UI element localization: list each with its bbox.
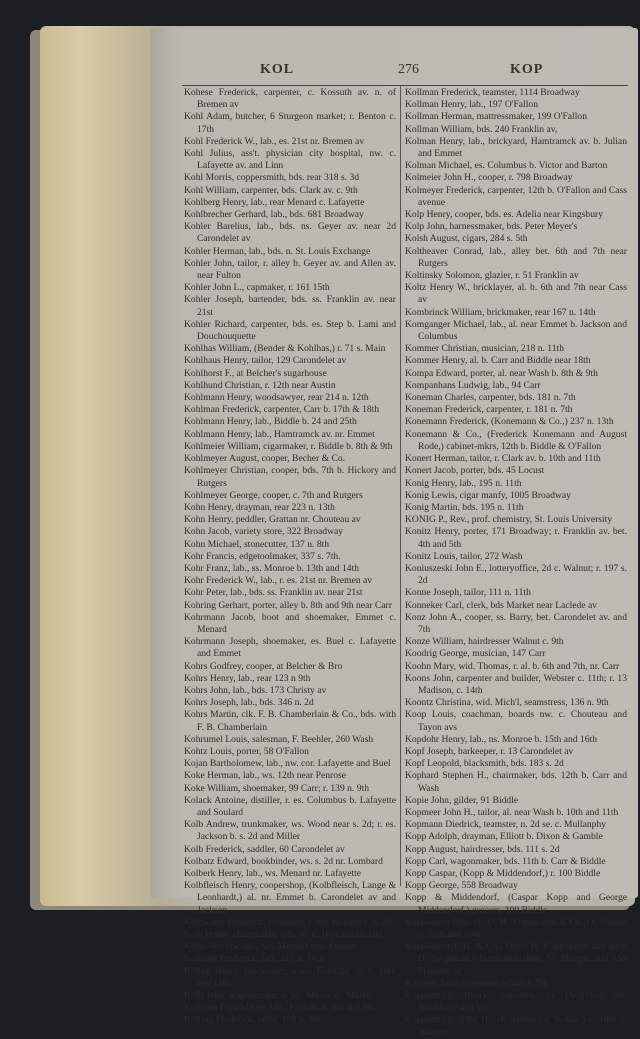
- directory-entry: Kohlmeier William, cigarmaker, r. Biddle b. 8th & 9th: [184, 440, 393, 452]
- directory-entry: Kohrs Martin, clk. F. B. Chamberlain & Co., bds. with F. B. Chamberlain: [184, 709, 396, 733]
- directory-entry: Konig Lewis, cigar manfy, 1005 Broadway: [405, 489, 571, 501]
- directory-entry: Kollman Frederick, teamster, 1114 Broadway: [405, 87, 580, 98]
- directory-entry: Koltz Henry W., bricklayer, al. b. 6th and 7th near Cass av: [405, 282, 627, 306]
- directory-entry: Konitz Henry, porter, 171 Broadway; r. Franklin av. bet. 4th and 5th: [405, 526, 627, 550]
- directory-entry: Kollman Henry, lab., 197 O'Fallon: [405, 99, 539, 111]
- directory-entry: Kohtz Louis, porter, 58 O'Fallon: [184, 745, 309, 757]
- directory-entry: Kohrs Joseph, lab., bds. 346 n. 2d: [184, 697, 314, 709]
- directory-entry: Kohrs Henry, lab., rear 123 n 9th: [184, 672, 311, 684]
- directory-entry: KONIG P., Rev., prof. chemistry, St. Louis University: [405, 514, 613, 526]
- directory-entry: Kolberk Henry, lab., ws. Menard nr. Lafayette: [184, 868, 362, 879]
- directory-entry: Konert Jacob, porter, bds. 45 Locust: [405, 465, 545, 477]
- directory-entry: Kohn Jacob, variety store, 322 Broadway: [184, 526, 344, 538]
- directory-entry: Kopie John, gilder, 91 Biddle: [405, 794, 519, 806]
- directory-entry: Kohl Julius, ass't. physician city hospital, nw. c. Lafayette av. and Linn: [184, 148, 396, 172]
- directory-entry: Kohese Frederick, carpenter, c. Kossuth av. n. of Bremen av: [184, 87, 396, 111]
- directory-entry: Kohl Frederick W., lab., es. 21st nr. Bremen av: [184, 135, 365, 147]
- directory-entry: Kohr Peter, lab., bds. ss. Franklin av. near 21st: [184, 587, 363, 599]
- directory-entry: Kohler Herman, lab., bds. n. St. Louis Exchange: [184, 245, 371, 257]
- directory-entry: Kohrmann Joseph, shoemaker, es. Buel c. Lafayette and Emmet: [184, 636, 396, 660]
- directory-entry: Kopp George, 558 Broadway: [405, 880, 518, 892]
- directory-entry: Kopplemann Henry, carpenter, ns. Destrehan bet. Broadway and 9th: [405, 990, 627, 1014]
- directory-entry: Konig Martin, bds. 195 n. 11th: [405, 501, 524, 513]
- directory-entry: Konneker Carl, clerk, bds Market near Laclede av: [405, 599, 598, 611]
- directory-entry: Kohlhorst F., at Belcher's sugarhouse: [184, 367, 327, 379]
- directory-entry: Kolliken Frau Matter, lab., Park av. b. 8th and 9th: [184, 1002, 375, 1014]
- directory-entry: Konitz Louis, tailor, 272 Wash: [405, 550, 523, 562]
- directory-entry: Kohl Morris, coppersmith, bds. rear 318 s. 3d: [184, 172, 360, 184]
- directory-entry: Kolmeyer Frederick, carpenter, 12th b. O'Fallon and Cass avenue: [405, 184, 627, 208]
- left-guide-word: KOL: [260, 62, 295, 77]
- directory-entry: Konert Herman, tailor, r. Clark av. b. 10th and 11th: [405, 453, 601, 465]
- right-guide-word: KOP: [510, 62, 544, 77]
- directory-entry: Kolbatz Edward, bookbinder, ws. s. 2d nr. Lombard: [184, 855, 383, 867]
- directory-entry: Kolb Andrew, trunkmaker, ws. Wood near s. 2d; r. es. Jackson b. s. 2d and Miller: [184, 819, 396, 843]
- directory-entry: Kohlbrecher Gerhard, lab., bds. 681 Broadway: [184, 209, 364, 221]
- directory-entry: Kole Henry, chairmaker, bds. se. c. 16th and Biddle: [184, 929, 383, 941]
- directory-entry: Koohn Mary, wid. Thomas, r. al. b. 6th and 7th, nr. Carr: [405, 660, 620, 672]
- directory-entry: Kohl William, carpenter, bds. Clark av. c. 9th: [184, 184, 358, 196]
- directory-entry: Kommer Henry, al. b. Carr and Biddle near 18th: [405, 355, 591, 367]
- column-divider: [400, 86, 401, 886]
- directory-entry: Kolli John, wagonmaker, r. ws. Moore nr. Market: [184, 990, 374, 1002]
- directory-entry: Kojan Bartholomew, lab., nw. cor. Lafayette and Buel: [184, 758, 391, 770]
- directory-entry: Konne Joseph, tailor, 111 n. 11th: [405, 587, 531, 599]
- directory-entry: Koke Herman, lab., ws. 12th near Penrose: [184, 770, 346, 782]
- directory-entry: Kohler Richard, carpenter, bds. es. Step b. Lami and Douchouquette: [184, 318, 396, 343]
- directory-entry: Kohring Gerhart, porter, alley b. 8th and 9th near Carr: [184, 599, 392, 611]
- directory-entry: Koons John, carpenter and builder, Webster c. 11th; r. 13 Madison, c. 14th: [405, 672, 627, 696]
- directory-entry: Kohn Henry, peddler, Grattan nr. Chouteau av: [184, 514, 361, 526]
- directory-entry: Kopp Caspar, (Kopp & Middendorf,) r. 100 Biddle: [405, 868, 601, 879]
- directory-entry: Kohr Franz, lab., ss. Monroe b. 13th and 14th: [184, 562, 360, 574]
- directory-entry: Kohlmeyer August, cooper, Becher & Co.: [184, 453, 346, 465]
- directory-entry: Kohler John L., capmaker, r. 161 15th: [184, 282, 330, 294]
- directory-entry: Koke William, shoemaker, 99 Carr; r. 139 n. 9th: [184, 782, 370, 794]
- directory-entry: Kopmann Diedrick, teamster, n. 2d se. c. Mullanphy: [405, 819, 607, 831]
- directory-entry: Kolsh August, cigars, 284 s. 5th: [405, 233, 528, 245]
- directory-entry: Kohn Henry, drayman, rear 223 n. 13th: [184, 501, 335, 513]
- directory-entry: Koniuszeski John E., lotteryoffice, 2d c. Walnut; r. 197 s. 2d: [405, 562, 627, 587]
- directory-entry: Kohler John, tailor, r. alley b. Geyer av. and Allen av. near Fulton: [184, 257, 396, 282]
- directory-entry: Kohlmann Henry, lab., Biddle b. 24 and 25th: [184, 416, 357, 428]
- directory-entry: Kopmeer John H., tailor, al. near Wash b. 10th and 11th: [405, 806, 619, 818]
- right-column: [405, 87, 627, 1039]
- directory-entry: Kolb Frederick, saddler, 60 Carondelet av: [184, 843, 345, 855]
- directory-entry: Kopp August, hairdresser, bds. 111 s. 2d: [405, 843, 560, 855]
- page-header: [180, 62, 630, 82]
- directory-entry: Kopdohr Henry, lab., ns. Monroe b. 15th and 16th: [405, 733, 598, 745]
- directory-entry: Kohler Barelius, lab., bds. ns. Geyer av. near 2d Carondelet av: [184, 221, 396, 245]
- directory-entry: Koontz Christina, wid. Mich'l, seamstress, 136 n. 9th: [405, 697, 609, 709]
- directory-entry: Kopp Adolph, drayman, Elliott b. Dixon & Gamble: [405, 831, 603, 843]
- directory-entry: Kopp & Middendorf, (Caspar Kopp and George Middendorf,) grocers, 100 Biddle: [405, 892, 627, 916]
- directory-entry: Kohlmann Henry, lab., Hamtramck av. nr. Emmet: [184, 428, 375, 440]
- directory-entry: Kommer Christian, musician, 218 n. 11th: [405, 343, 564, 355]
- directory-entry: Koppers John, carpenter, r. 549 s. 7th: [405, 977, 548, 989]
- directory-entry: Kohlhaus Henry, tailor, 129 Carondelet av: [184, 355, 347, 367]
- directory-entry: Kohlmann Henry, woodsawyer, rear 214 n. 12th: [184, 392, 369, 404]
- page-number: 276: [398, 62, 419, 77]
- directory-entry: Kompanhans Ludwig, lab., 94 Carr: [405, 379, 541, 391]
- directory-entry: Koltinsky Solomon, glazier, r. 51 Franklin av: [405, 270, 579, 282]
- directory-entry: Kohr Francis, edgetoolmaker, 337 s. 7th.: [184, 550, 341, 562]
- directory-entry: Kohl Adam, butcher, 6 Sturgeon market; r. Benton c. 17th: [184, 111, 396, 135]
- directory-entry: Kopp Carl, wagonmaker, bds. 11th b. Carr & Biddle: [405, 855, 606, 867]
- directory-entry: Kohr Frederick W., lab., r. es. 21st nr. Bremen av: [184, 575, 373, 587]
- directory-entry: Kolmeier John H., cooper, r. 798 Broadway: [405, 172, 573, 184]
- directory-entry: Konze William, hairdresser Walnut c. 9th: [405, 636, 564, 648]
- directory-entry: Koneman Frederick, carpenter, r. 181 n. 7th: [405, 404, 573, 416]
- directory-entry: Kohler Joseph, bartender, bds. ss. Franklin av. near 21st: [184, 294, 396, 318]
- directory-entry: Kolack Antoine, distiller, r. es. Columbus b. Lafayette and Soulard: [184, 794, 396, 818]
- directory-entry: Kolhorst Frederick, lab., 215 n. 14th: [184, 953, 324, 965]
- directory-entry: Koppelman John H., (J. H. Koppelman & Co.,) r. Warren b. 18th and 19th: [405, 916, 627, 941]
- directory-entry: Kohlberg Henry, lab., rear Menard c. Lafayette: [184, 196, 365, 208]
- directory-entry: Koneman Charles, carpenter, bds. 181 n. 7th: [405, 392, 576, 404]
- directory-entry: Kohlmeyer Christian, cooper, bds. 7th b. Hickory and Rutgers: [184, 465, 396, 489]
- directory-entry: Kohlhas William, (Bender & Kohlhas,) r. 71 s. Main: [184, 343, 386, 355]
- directory-entry: Kohrs Godfrey, cooper, at Belcher & Bro: [184, 660, 343, 672]
- directory-entry: Kolbfleisch Henry, coopershop, (Kolbfleisch, Lange & Leonhardt,) al. nr. Emmet b. Carondelet av and Jackson: [184, 880, 396, 916]
- directory-entry: Kohlman Frederick, carpenter, Carr b. 17th & 18th: [184, 404, 380, 416]
- directory-entry: Kombrinck William, brickmaker, rear 167 n. 14th: [405, 306, 596, 318]
- directory-entry: Kolp John, harnessmaker, bds. Peter Meyer's: [405, 221, 578, 233]
- directory-entry: Koling Henry, blacksmith, r. ns. Franklin av. b. 10th and 11th: [184, 965, 396, 989]
- directory-entry: Koodrig George, musician, 147 Carr: [405, 648, 546, 660]
- directory-entry: Kopf Joseph, barkeeper, r. 13 Carondelet av: [405, 745, 574, 757]
- directory-entry: Kohlmeyer George, cooper, c. 7th and Rutgers: [184, 489, 363, 501]
- directory-entry: Kopplemann John H., (Kopplemann & Co.,) r. 18th c. Warren: [405, 1014, 627, 1038]
- directory-entry: Kohrs John, lab., bds. 173 Christy av: [184, 684, 327, 696]
- directory-entry: Kolman Henry, lab., brickyard, Hamtramck av. b. Julian and Emmet: [405, 135, 627, 160]
- header-rule: [182, 85, 628, 86]
- directory-entry: Koldwater Frederick, carpenter, r. ws. Jackson c. s. 2d: [184, 916, 392, 928]
- directory-entry: Kohrmann Jacob, boot and shoemaker, Emmet c. Menard: [184, 611, 396, 635]
- directory-entry: Koles Waclaw, lab., ws. Menard near Emmet: [184, 941, 357, 953]
- directory-entry: Kompa Edward, porter, al. near Wash b. 8th & 9th: [405, 367, 598, 379]
- directory-entry: Komganger Michael, lab., al. near Emmet b. Jackson and Columbus: [405, 318, 627, 343]
- directory-entry: Koppelman J. H. & Co., (John H. Koppelman and John D. Stegeman,) furnituredealers, 57 Morgan and 159 Franklin av: [405, 941, 627, 977]
- directory-entry: Kophard Stephen H., chairmaker, bds. 12th b. Carr and Wash: [405, 770, 627, 794]
- directory-entry: Kollman Herman, mattressmaker, 199 O'Fallon: [405, 111, 587, 123]
- directory-entry: Kolling Frederick, tailor, 158 n. 8th: [184, 1014, 321, 1026]
- directory-entry: Kohn Michael, stonecutter, 137 n. 8th: [184, 538, 330, 550]
- directory-entry: Kopf Leopold, blacksmith, bds. 183 s. 2d: [405, 758, 564, 770]
- directory-entry: Konz John A., cooper, ss. Barry, bet. Carondelet av. and 7th: [405, 611, 627, 635]
- directory-entry: Koop Louis, coachman, boards nw. c. Chouteau and Tayon avs: [405, 709, 627, 733]
- directory-entry: Kolp Henry, cooper, bds. es. Adelia near Kingsbury: [405, 209, 604, 221]
- directory-entry: Kohrumel Louis, salesman, F. Beehler, 260 Wash: [184, 733, 374, 745]
- directory-entry: Kollman William, bds. 240 Franklin av,: [405, 123, 558, 135]
- directory-entry: Konemann Frederick, (Konemann & Co.,) 237 n. 13th: [405, 416, 614, 428]
- directory-entry: Kohlhund Christian, r. 12th near Austin: [184, 379, 336, 391]
- left-column: [184, 87, 396, 1027]
- directory-entry: Konig Henry, lab., 195 n. 11th: [405, 477, 522, 489]
- directory-entry: Kolman Michael, es. Columbus b. Victor and Barton: [405, 160, 608, 172]
- directory-entry: Konemann & Co., (Frederick Konemann and August Rode,) cabinet-mkrs, 12th b. Biddle & O'Fallon: [405, 428, 627, 452]
- directory-entry: Koltheaver Conrad, lab., alley bet. 6th and 7th near Rutgers: [405, 245, 627, 269]
